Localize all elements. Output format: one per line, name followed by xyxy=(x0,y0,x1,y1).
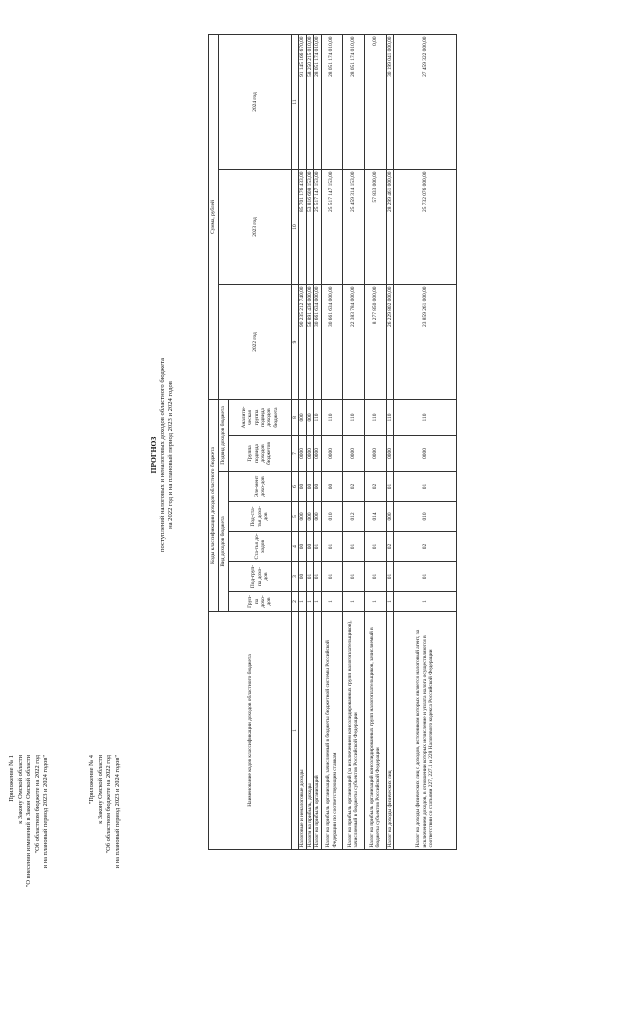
code-cell: 01 xyxy=(321,562,342,592)
column-index-cell: 6 xyxy=(292,472,299,502)
amount-cell: 26 229 802 000,00 xyxy=(386,285,393,400)
note-line: к Закону Омской области xyxy=(16,755,24,824)
code-cell: 0000 xyxy=(364,436,386,472)
code-cell: 110 xyxy=(364,400,386,436)
amount-cell: 0,00 xyxy=(364,34,386,169)
header-vid: Вид доходов бюджета xyxy=(219,472,229,612)
code-cell: 110 xyxy=(342,400,364,436)
amount-cell: 56 891 436 000,00 xyxy=(306,285,313,400)
column-index-cell: 8 xyxy=(292,400,299,436)
table-row xyxy=(342,34,364,849)
column-index-cell: 2 xyxy=(292,592,299,612)
code-cell: 000 xyxy=(386,502,393,532)
code-cell: 0000 xyxy=(386,436,393,472)
code-cell: 01 xyxy=(342,562,364,592)
amount-cell: 25 517 147 153,00 xyxy=(314,170,321,285)
code-cell: 110 xyxy=(321,400,342,436)
note-line: "Об областном бюджете на 2022 год xyxy=(105,755,113,854)
row-name-cell: Налоговые и неналоговые доходы xyxy=(299,612,306,850)
header-2024: 2024 год xyxy=(219,34,292,169)
row-name-cell: Налог на прибыль организаций, зачисляемый в бюджеты бюджетной системы Российской Федерации по соответствующим ставкам xyxy=(321,612,342,850)
code-cell: 01 xyxy=(306,562,313,592)
document-subtitle: поступлений налоговых и неналоговых доходов областного бюджета xyxy=(158,358,166,552)
amount-cell: 25 732 076 000,00 xyxy=(394,170,457,285)
code-cell: 000 xyxy=(299,400,306,436)
code-cell: 1 xyxy=(364,592,386,612)
amount-cell: 90 235 212 740,00 xyxy=(299,285,306,400)
header-subgroup: Под-груп-па дохо-дов xyxy=(229,562,292,592)
amount-cell: 30 661 634 000,00 xyxy=(314,285,321,400)
code-cell: 02 xyxy=(342,472,364,502)
column-index-cell: 4 xyxy=(292,532,299,562)
header-codes: Коды классификации доходов областного бюджета xyxy=(209,400,219,612)
table-row xyxy=(314,34,321,849)
amount-cell: 28 051 174 010,00 xyxy=(314,34,321,169)
document-header xyxy=(150,245,176,665)
amount-cell: 23 859 261 000,00 xyxy=(394,285,457,400)
amount-cell: 25 517 147 153,00 xyxy=(321,170,342,285)
header-article: Ста-тья до-ходов xyxy=(229,532,292,562)
amount-cell: 25 459 314 153,00 xyxy=(342,170,364,285)
code-cell: 01 xyxy=(364,532,386,562)
column-index-cell: 9 xyxy=(292,285,299,400)
row-name-cell: Налог на доходы физических лиц xyxy=(386,612,393,850)
code-cell: 01 xyxy=(364,562,386,592)
note-line: "О внесении изменений в Закон Омской области xyxy=(25,755,33,888)
note-line: к Закону Омской области xyxy=(96,755,104,824)
code-cell: 014 xyxy=(364,502,386,532)
code-cell: 010 xyxy=(321,502,342,532)
code-cell: 110 xyxy=(394,400,457,436)
amount-cell: 53 816 608 153,00 xyxy=(306,170,313,285)
code-cell: 0000 xyxy=(342,436,364,472)
code-cell: 00 xyxy=(306,532,313,562)
column-index-row xyxy=(292,34,299,849)
column-index-cell: 7 xyxy=(292,436,299,472)
code-cell: 012 xyxy=(342,502,364,532)
table-row xyxy=(299,34,306,849)
table-row xyxy=(386,34,393,849)
note-line: "Об областном бюджете на 2022 год xyxy=(33,755,41,854)
amount-cell: 22 383 784 000,00 xyxy=(342,285,364,400)
appendix-4-note xyxy=(88,755,122,1015)
code-cell: 110 xyxy=(314,400,321,436)
code-cell: 1 xyxy=(386,592,393,612)
amount-cell: 58 250 215 010,00 xyxy=(306,34,313,169)
note-line: Приложение № 1 xyxy=(8,755,15,802)
document-subtitle: на 2022 год и на плановый период 2023 и 2024 годов xyxy=(167,381,175,529)
amount-cell: 91 145 166 670,00 xyxy=(299,34,306,169)
row-name-cell: Налог на доходы физических лиц с доходов, источником которых является налоговый агент, за исключением доходов, в отношении которых исчисление и уплата налога осуществляются в соответствии со статьями 227, 227.1 и 228 Налогового кодекса Российской Федерации xyxy=(394,612,457,850)
table-row xyxy=(394,34,457,849)
note-line: и на плановый период 2023 и 2024 годов" xyxy=(113,755,121,869)
code-cell: 1 xyxy=(342,592,364,612)
header-2022: 2022 год xyxy=(219,285,292,400)
code-cell: 0000 xyxy=(394,436,457,472)
note-line: и на плановый период 2023 и 2024 годов" xyxy=(42,755,50,869)
row-name-cell: Налог на прибыль организаций консолидированных групп налогоплательщиков, зачисляемый в бюджеты субъектов Российской Федерации xyxy=(364,612,386,850)
revenue-table xyxy=(208,34,457,850)
code-cell: 000 xyxy=(314,502,321,532)
amount-cell: 85 701 176 433,00 xyxy=(299,170,306,285)
code-cell: 01 xyxy=(314,562,321,592)
header-analytic-group: Аналити-ческая группа подвида доходов бюджета xyxy=(229,400,292,436)
code-cell: 000 xyxy=(299,502,306,532)
header-podvid: Подвид доходов бюджета xyxy=(219,400,229,472)
header-subarticle: Под-ста-тья дохо-дов xyxy=(229,502,292,532)
header-podvid-group: Группа подвида доходов бюджетов xyxy=(229,436,292,472)
code-cell: 00 xyxy=(299,472,306,502)
code-cell: 110 xyxy=(386,400,393,436)
column-index-cell: 1 xyxy=(292,612,299,850)
amount-cell: 57 833 000,00 xyxy=(364,170,386,285)
code-cell: 00 xyxy=(299,562,306,592)
table-row xyxy=(306,34,313,849)
code-cell: 00 xyxy=(314,472,321,502)
table-row xyxy=(364,34,386,849)
amount-cell: 28 051 174 010,00 xyxy=(321,34,342,169)
amount-cell: 30 199 041 000,00 xyxy=(386,34,393,169)
column-index-cell: 5 xyxy=(292,502,299,532)
code-cell: 0000 xyxy=(321,436,342,472)
column-index-cell: 11 xyxy=(292,34,299,169)
appendix-1-note xyxy=(8,755,51,1015)
code-cell: 00 xyxy=(299,532,306,562)
code-cell: 1 xyxy=(299,592,306,612)
code-cell: 00 xyxy=(306,472,313,502)
amount-cell: 28 299 461 000,00 xyxy=(386,170,393,285)
code-cell: 01 xyxy=(394,562,457,592)
code-cell: 1 xyxy=(314,592,321,612)
document-title: ПРОГНОЗ xyxy=(149,436,158,474)
column-index-cell: 10 xyxy=(292,170,299,285)
code-cell: 0000 xyxy=(314,436,321,472)
header-name: Наименование кодов классификации доходов областного бюджета xyxy=(209,612,292,850)
code-cell: 02 xyxy=(394,532,457,562)
code-cell: 0000 xyxy=(299,436,306,472)
code-cell: 01 xyxy=(386,562,393,592)
code-cell: 01 xyxy=(386,472,393,502)
note-line: "Приложение № 4 xyxy=(88,755,95,805)
code-cell: 02 xyxy=(364,472,386,502)
code-cell: 1 xyxy=(306,592,313,612)
row-name-cell: Налоги на прибыль, доходы xyxy=(306,612,313,850)
code-cell: 01 xyxy=(394,472,457,502)
row-name-cell: Налог на прибыль организаций (за исключением консолидированных групп налогоплательщиков), зачисляемый в бюджеты субъектов Российской Федерации xyxy=(342,612,364,850)
column-index-cell: 3 xyxy=(292,562,299,592)
amount-cell: 28 051 174 010,00 xyxy=(342,34,364,169)
code-cell: 02 xyxy=(386,532,393,562)
code-cell: 01 xyxy=(342,532,364,562)
code-cell: 01 xyxy=(314,532,321,562)
code-cell: 00 xyxy=(321,472,342,502)
code-cell: 000 xyxy=(306,502,313,532)
table-row xyxy=(321,34,342,849)
code-cell: 010 xyxy=(394,502,457,532)
code-cell: 1 xyxy=(321,592,342,612)
code-cell: 1 xyxy=(394,592,457,612)
header-sum: Сумма, рублей xyxy=(209,34,219,399)
code-cell: 01 xyxy=(321,532,342,562)
amount-cell: 8 277 850 000,00 xyxy=(364,285,386,400)
amount-cell: 30 661 634 000,00 xyxy=(321,285,342,400)
code-cell: 000 xyxy=(306,400,313,436)
header-2023: 2023 год xyxy=(219,170,292,285)
header-group: Груп-па дохо-дов xyxy=(229,592,292,612)
amount-cell: 27 459 322 000,00 xyxy=(394,34,457,169)
code-cell: 0000 xyxy=(306,436,313,472)
row-name-cell: Налог на прибыль организаций xyxy=(314,612,321,850)
header-element: Эле-мент дохо-дов xyxy=(229,472,292,502)
